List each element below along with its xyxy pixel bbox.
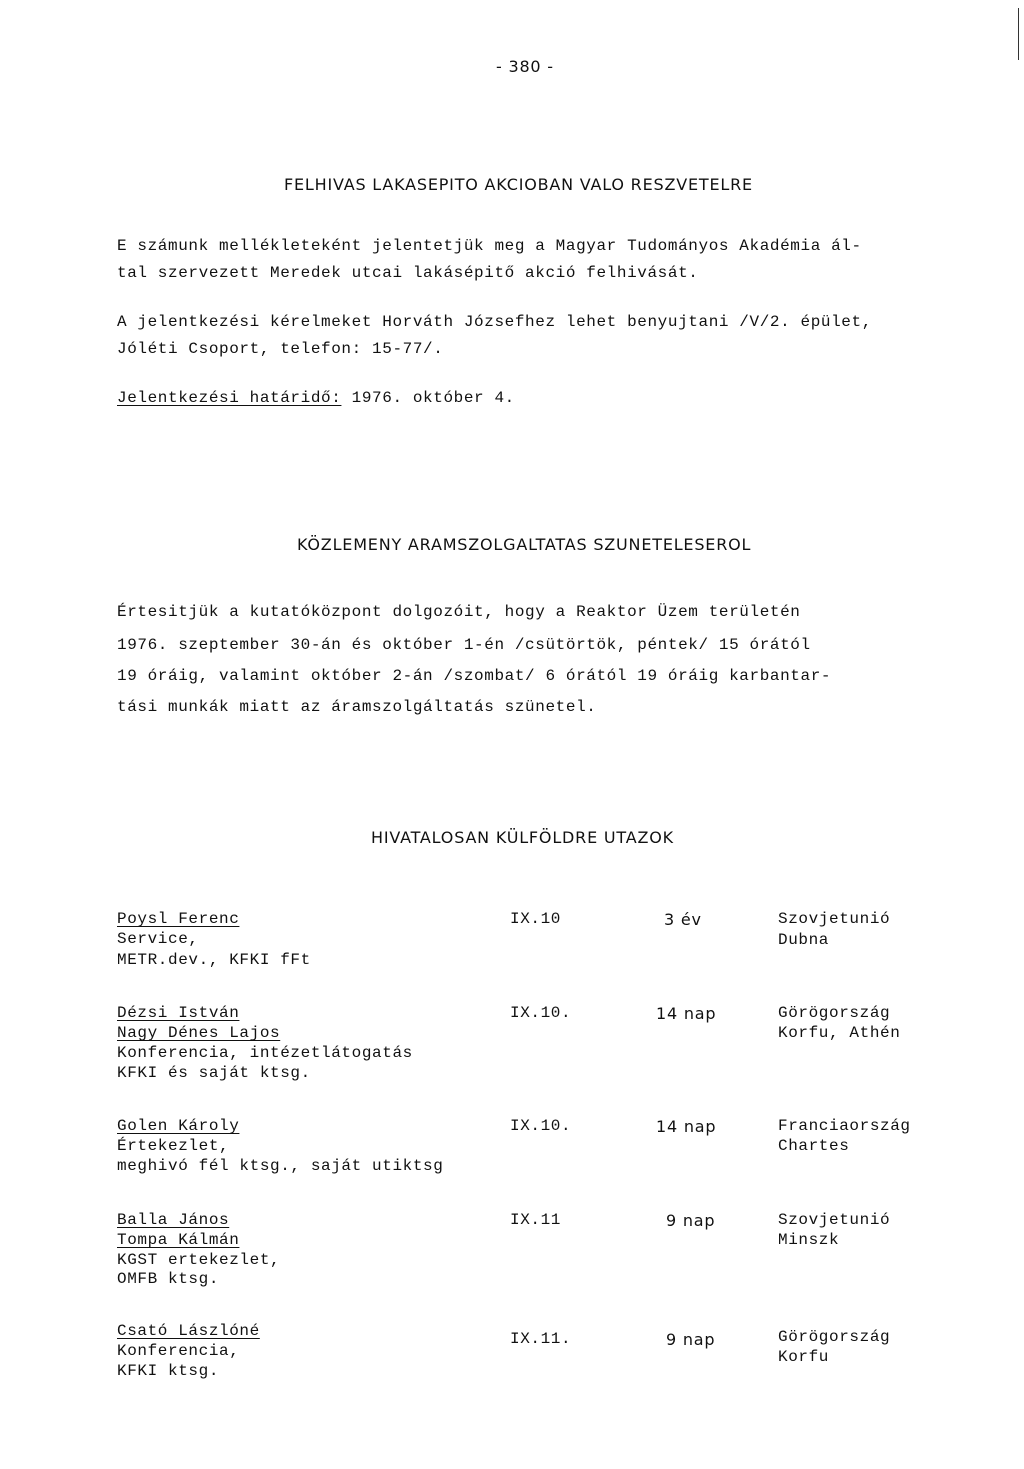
traveler-detail: METR.dev., KFKI fFt <box>117 951 311 969</box>
travel-duration: 3 év <box>664 910 702 929</box>
travel-date: IX.10. <box>510 1004 572 1022</box>
deadline-value: 1976. október 4. <box>341 389 515 407</box>
para2-line1: A jelentkezési kérelmeket Horváth Józsefhez lehet benyujtani /V/2. épület, <box>117 313 872 331</box>
notice-line4: tási munkák miatt az áramszolgáltatás szünetel. <box>117 698 597 716</box>
travel-date: IX.11. <box>510 1330 572 1348</box>
traveler-name: Nagy Dénes Lajos <box>117 1024 281 1042</box>
para1-line2: tal szervezett Meredek utcai lakásépitő akció felhivását. <box>117 264 699 282</box>
para1-line1: E számunk mellékleteként jelentetjük meg a Magyar Tudományos Akadémia ál- <box>117 237 862 255</box>
traveler-name: Csató Lászlóné <box>117 1322 260 1340</box>
traveler-detail: Service, <box>117 930 199 948</box>
section-heading-lakasepito: FELHIVAS LAKASEPITO AKCIOBAN VALO RESZVETELRE <box>284 175 753 194</box>
travel-country: Franciaország <box>778 1117 911 1135</box>
section-heading-kulfold: HIVATALOSAN KÜLFÖLDRE UTAZOK <box>371 828 674 847</box>
section-heading-aramszunet: KÖZLEMENY ARAMSZOLGALTATAS SZUNETELESEROL <box>297 535 752 554</box>
travel-date: IX.11 <box>510 1211 562 1229</box>
traveler-detail: meghivó fél ktsg., saját utiktsg <box>117 1157 444 1175</box>
traveler-name: Dézsi István <box>117 1004 240 1022</box>
travel-duration: 9 nap <box>666 1330 716 1349</box>
travel-duration: 14 nap <box>656 1117 717 1136</box>
traveler-detail: KGST ertekezlet, <box>117 1251 281 1269</box>
notice-line1: Értesitjük a kutatóközpont dolgozóit, hogy a Reaktor Üzem területén <box>117 603 801 621</box>
travel-duration: 9 nap <box>666 1211 716 1230</box>
travel-date: IX.10 <box>510 910 562 928</box>
traveler-detail: Konferencia, <box>117 1342 240 1360</box>
traveler-detail: Konferencia, intézetlátogatás <box>117 1044 413 1062</box>
deadline-line <box>117 389 515 407</box>
travel-country: Görögország <box>778 1328 891 1346</box>
travel-duration: 14 nap <box>656 1004 717 1023</box>
traveler-detail: Értekezlet, <box>117 1137 230 1155</box>
page-number: - 380 - <box>496 57 554 76</box>
travel-city: Korfu, Athén <box>778 1024 901 1042</box>
page-edge-mark <box>1018 8 1019 60</box>
traveler-detail: KFKI és saját ktsg. <box>117 1064 311 1082</box>
travel-country: Szovjetunió <box>778 910 891 928</box>
traveler-name: Balla János <box>117 1211 230 1229</box>
traveler-name: Tompa Kálmán <box>117 1231 240 1249</box>
para2-line2: Jóléti Csoport, telefon: 15-77/. <box>117 340 444 358</box>
notice-line2: 1976. szeptember 30-án és október 1-én /csütörtök, péntek/ 15 órától <box>117 636 811 654</box>
traveler-name: Golen Károly <box>117 1117 240 1135</box>
travel-city: Minszk <box>778 1231 840 1249</box>
notice-line3: 19 óráig, valamint október 2-án /szombat/ 6 órától 19 óráig karbantar- <box>117 667 832 685</box>
deadline-label: Jelentkezési határidő: <box>117 389 342 407</box>
travel-city: Dubna <box>778 931 830 949</box>
travel-date: IX.10. <box>510 1117 572 1135</box>
traveler-detail: OMFB ktsg. <box>117 1270 220 1288</box>
travel-country: Szovjetunió <box>778 1211 891 1229</box>
travel-country: Görögország <box>778 1004 891 1022</box>
travel-city: Korfu <box>778 1348 830 1366</box>
traveler-detail: KFKI ktsg. <box>117 1362 220 1380</box>
traveler-name: Poysl Ferenc <box>117 910 240 928</box>
travel-city: Chartes <box>778 1137 850 1155</box>
